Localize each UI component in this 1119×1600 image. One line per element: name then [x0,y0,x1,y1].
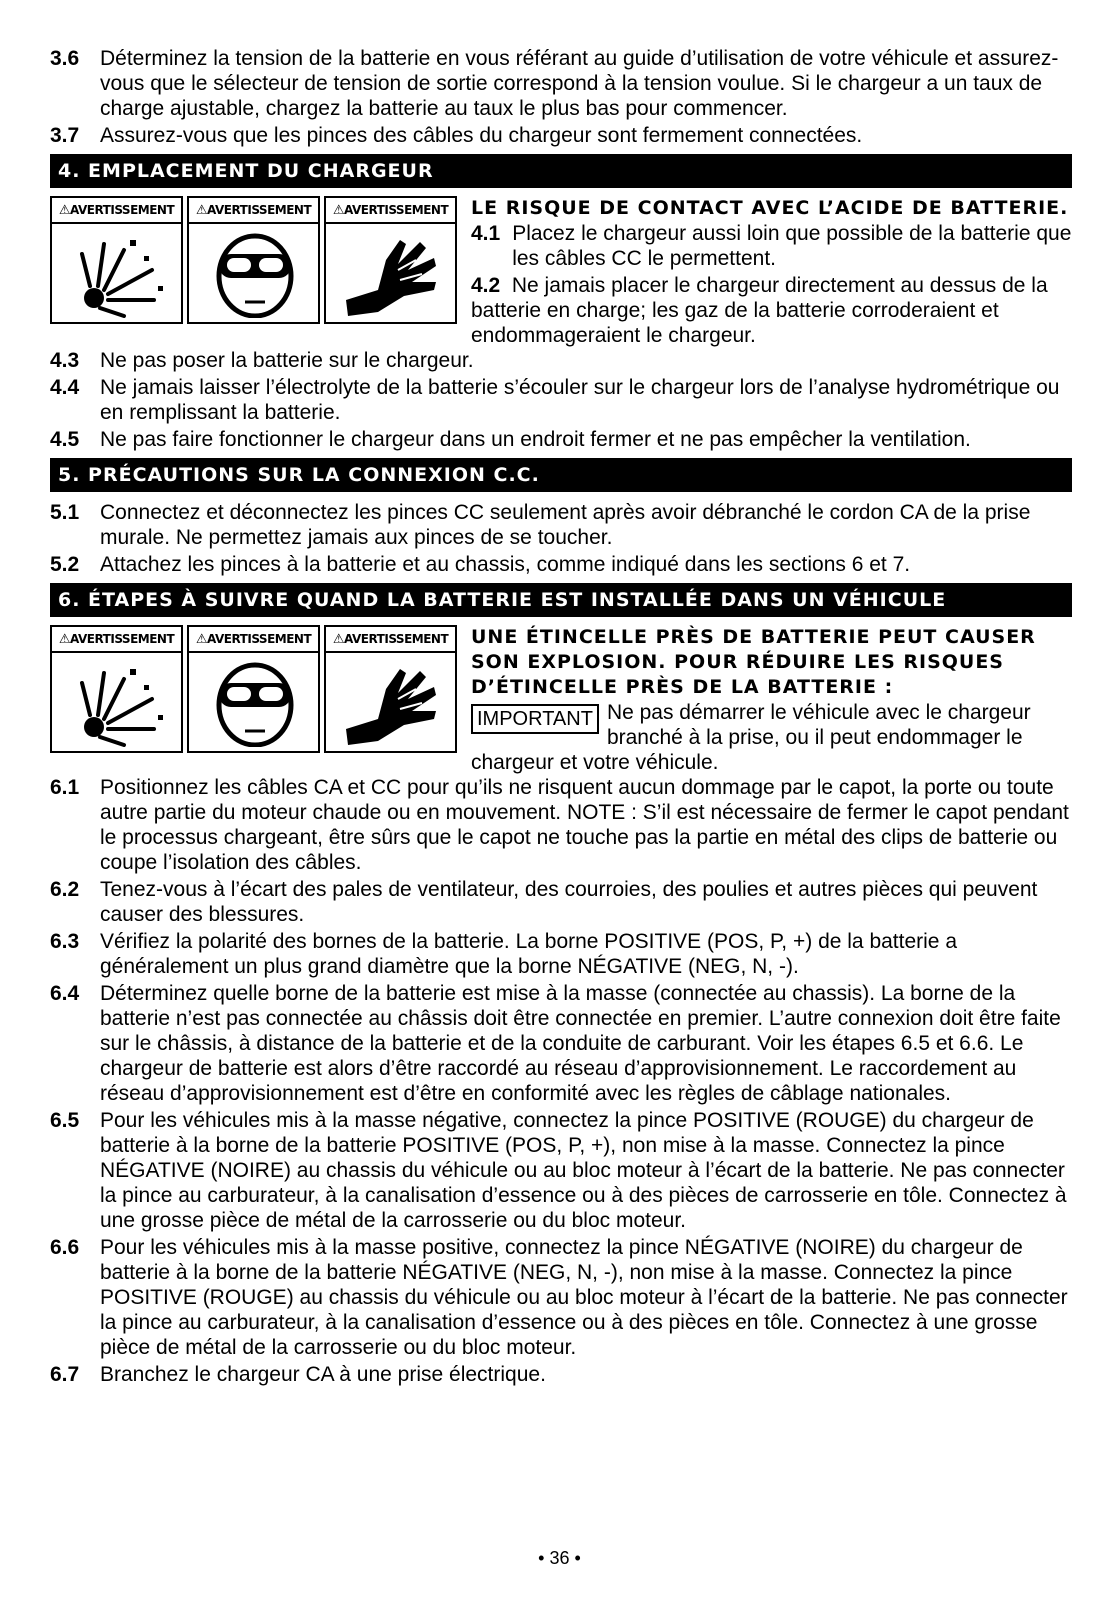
item-text: Déterminez quelle borne de la batterie est mise à la masse (connectée au chassis). La borne de la batterie n’est pas connectée au châssis doit être connectée en premier. L’autre connexion doit être faite sur le châssis, à distance de la batterie et de la conduite de carburant. Voir les étapes 6.5 et 6.6. Le chargeur de batterie est alors d’être raccordé au réseau d’approvisionnement. Le raccordement au réseau d’approvisionnement est d’être en conformité avec les règles de câblage nationales. [100,982,1061,1105]
risk-heading: LE RISQUE DE CONTACT AVEC L’ACIDE DE BATTERIE. [471,197,1069,219]
glove-icon [338,659,446,747]
item-number: 4.1 [471,222,501,245]
list-item [50,46,1072,121]
glove-icon [338,230,446,318]
page-number: • 36 • [538,1548,581,1568]
goggles-icon [201,659,309,747]
warning-block [50,625,1072,775]
warning-block [50,196,1072,348]
item-number: 6.7 [50,1363,80,1386]
list-item [50,981,1072,1106]
list-item [50,775,1072,875]
warning-box [187,625,320,753]
list-item [50,123,1072,148]
section-heading: 4. EMPLACEMENT DU CHARGEUR [50,154,1072,188]
list-item [50,427,1072,452]
explosion-icon [64,230,172,318]
list-item [50,1362,1072,1387]
item-text: Attachez les pinces à la batterie et au chassis, comme indiqué dans les sections 6 et 7. [100,553,911,576]
list-item [50,1235,1072,1360]
warning-triangle-icon: ⚠ [195,203,208,218]
item-number: 3.7 [50,124,80,147]
list-item [50,929,1072,979]
manual-page [50,46,1072,1389]
warning-label: AVERTISSEMENT [207,632,312,646]
item-number: 4.5 [50,428,80,451]
item-number: 6.2 [50,878,80,901]
warning-icons [50,196,457,324]
section-heading: 5. PRÉCAUTIONS SUR LA CONNEXION C.C. [50,458,1072,492]
warning-label: AVERTISSEMENT [344,203,449,217]
item-text: Pour les véhicules mis à la masse négative, connectez la pince POSITIVE (ROUGE) du chargeur de batterie à la borne de la batterie POSITIVE (POS, P, +), non mise à la masse. Connectez la pince NÉGATIVE (NOIRE) au chassis du véhicule ou au bloc moteur à l’écart de la batterie. Ne pas connecter la pince au carburateur, à la canalisation d’essence ou à des pièces de carrosserie en tôle. Connectez à une grosse pièce de métal de la carrosserie ou du bloc moteur. [100,1109,1067,1232]
item-number: 6.1 [50,776,80,799]
warning-box [324,625,457,753]
warning-label: AVERTISSEMENT [70,203,175,217]
item-number: 6.5 [50,1109,80,1132]
warning-triangle-icon: ⚠ [332,203,345,218]
warning-label: AVERTISSEMENT [344,632,449,646]
warning-triangle-icon: ⚠ [332,632,345,647]
item-text: Placez le chargeur aussi loin que possible de la batterie que les câbles CC le permettent. [512,222,1072,270]
item-number: 5.1 [50,501,80,524]
warning-triangle-icon: ⚠ [58,203,71,218]
item-text: Ne jamais laisser l’électrolyte de la batterie s’écouler sur le chargeur lors de l’analyse hydrométrique ou en remplissant la batterie. [100,376,1060,424]
item-number: 3.6 [50,47,80,70]
item-number: 6.6 [50,1236,80,1259]
item-number: 4.3 [50,349,80,372]
item-number: 4.2 [471,274,501,297]
list-item [471,221,1072,271]
warning-box [50,196,183,324]
section-heading: 6. ÉTAPES À SUIVRE QUAND LA BATTERIE EST INSTALLÉE DANS UN VÉHICULE [50,583,1072,617]
item-text: Ne jamais placer le chargeur directement au dessus de la batterie en charge; les gaz de la batterie corroderaient et endommageraient le chargeur. [471,274,1048,347]
warning-label: AVERTISSEMENT [207,203,312,217]
risk-heading: UNE ÉTINCELLE PRÈS DE BATTERIE PEUT CAUSER SON EXPLOSION. POUR RÉDUIRE LES RISQUES D’ÉTINCELLE PRÈS DE LA BATTERIE : [471,626,1036,698]
item-number: 5.2 [50,553,80,576]
item-text: Assurez-vous que les pinces des câbles du chargeur sont fermement connectées. [100,124,863,147]
list-item [50,877,1072,927]
item-number: 6.4 [50,982,80,1005]
item-number: 6.3 [50,930,80,953]
item-number: 4.4 [50,376,80,399]
item-text: Connectez et déconnectez les pinces CC seulement après avoir débranché le cordon CA de la prise murale. Ne permettez jamais aux pinces de se toucher. [100,501,1031,549]
important-badge: IMPORTANT [471,704,599,734]
item-text: Déterminez la tension de la batterie en vous référant au guide d’utilisation de votre véhicule et assurez-vous que le sélecteur de tension de sortie correspond à la tension voulue. Si le chargeur a un taux de charge ajustable, chargez la batterie au taux le plus bas pour commencer. [100,47,1059,120]
list-item [50,348,1072,373]
warning-box [187,196,320,324]
warning-triangle-icon: ⚠ [195,632,208,647]
list-item [50,500,1072,550]
warning-box [324,196,457,324]
important-text: Ne pas démarrer le véhicule avec le chargeur branché à la prise, ou il peut endommager le chargeur et votre véhicule. [471,701,1031,774]
item-text: Ne pas poser la batterie sur le chargeur. [100,349,474,372]
explosion-icon [64,659,172,747]
warning-icons [50,625,457,753]
warning-box [50,625,183,753]
item-text: Vérifiez la polarité des bornes de la batterie. La borne POSITIVE (POS, P, +) de la batterie a généralement un plus grand diamètre que la borne NÉGATIVE (NEG, N, -). [100,930,958,978]
warning-label: AVERTISSEMENT [70,632,175,646]
list-item [50,552,1072,577]
item-text: Branchez le chargeur CA à une prise électrique. [100,1363,546,1386]
list-item [50,1108,1072,1233]
item-text: Positionnez les câbles CA et CC pour qu’ils ne risquent aucun dommage par le capot, la porte ou toute autre partie du moteur chaude ou en mouvement. NOTE : S’il est nécessaire de fermer le capot pendant le processus chargeant, être sûrs que le capot ne touche pas la partie en métal des clips de batterie ou coupe l’isolation des câbles. [100,776,1069,874]
warning-triangle-icon: ⚠ [58,632,71,647]
goggles-icon [201,230,309,318]
list-item [50,375,1072,425]
item-text: Ne pas faire fonctionner le chargeur dans un endroit fermer et ne pas empêcher la ventilation. [100,428,971,451]
item-text: Pour les véhicules mis à la masse positive, connectez la pince NÉGATIVE (NOIRE) du chargeur de batterie à la borne de la batterie NÉGATIVE (NEG, N, -), non mise à la masse. Connectez la pince POSITIVE (ROUGE) au chassis du véhicule ou au bloc moteur à l’écart de la batterie. Ne pas connecter la pince au carburateur, à la canalisation d’essence ou à des pièces en tôle. Connectez à une grosse pièce de métal de la carrosserie ou du bloc moteur. [100,1236,1068,1359]
item-text: Tenez-vous à l’écart des pales de ventilateur, des courroies, des poulies et autres pièces qui peuvent causer des blessures. [100,878,1038,926]
